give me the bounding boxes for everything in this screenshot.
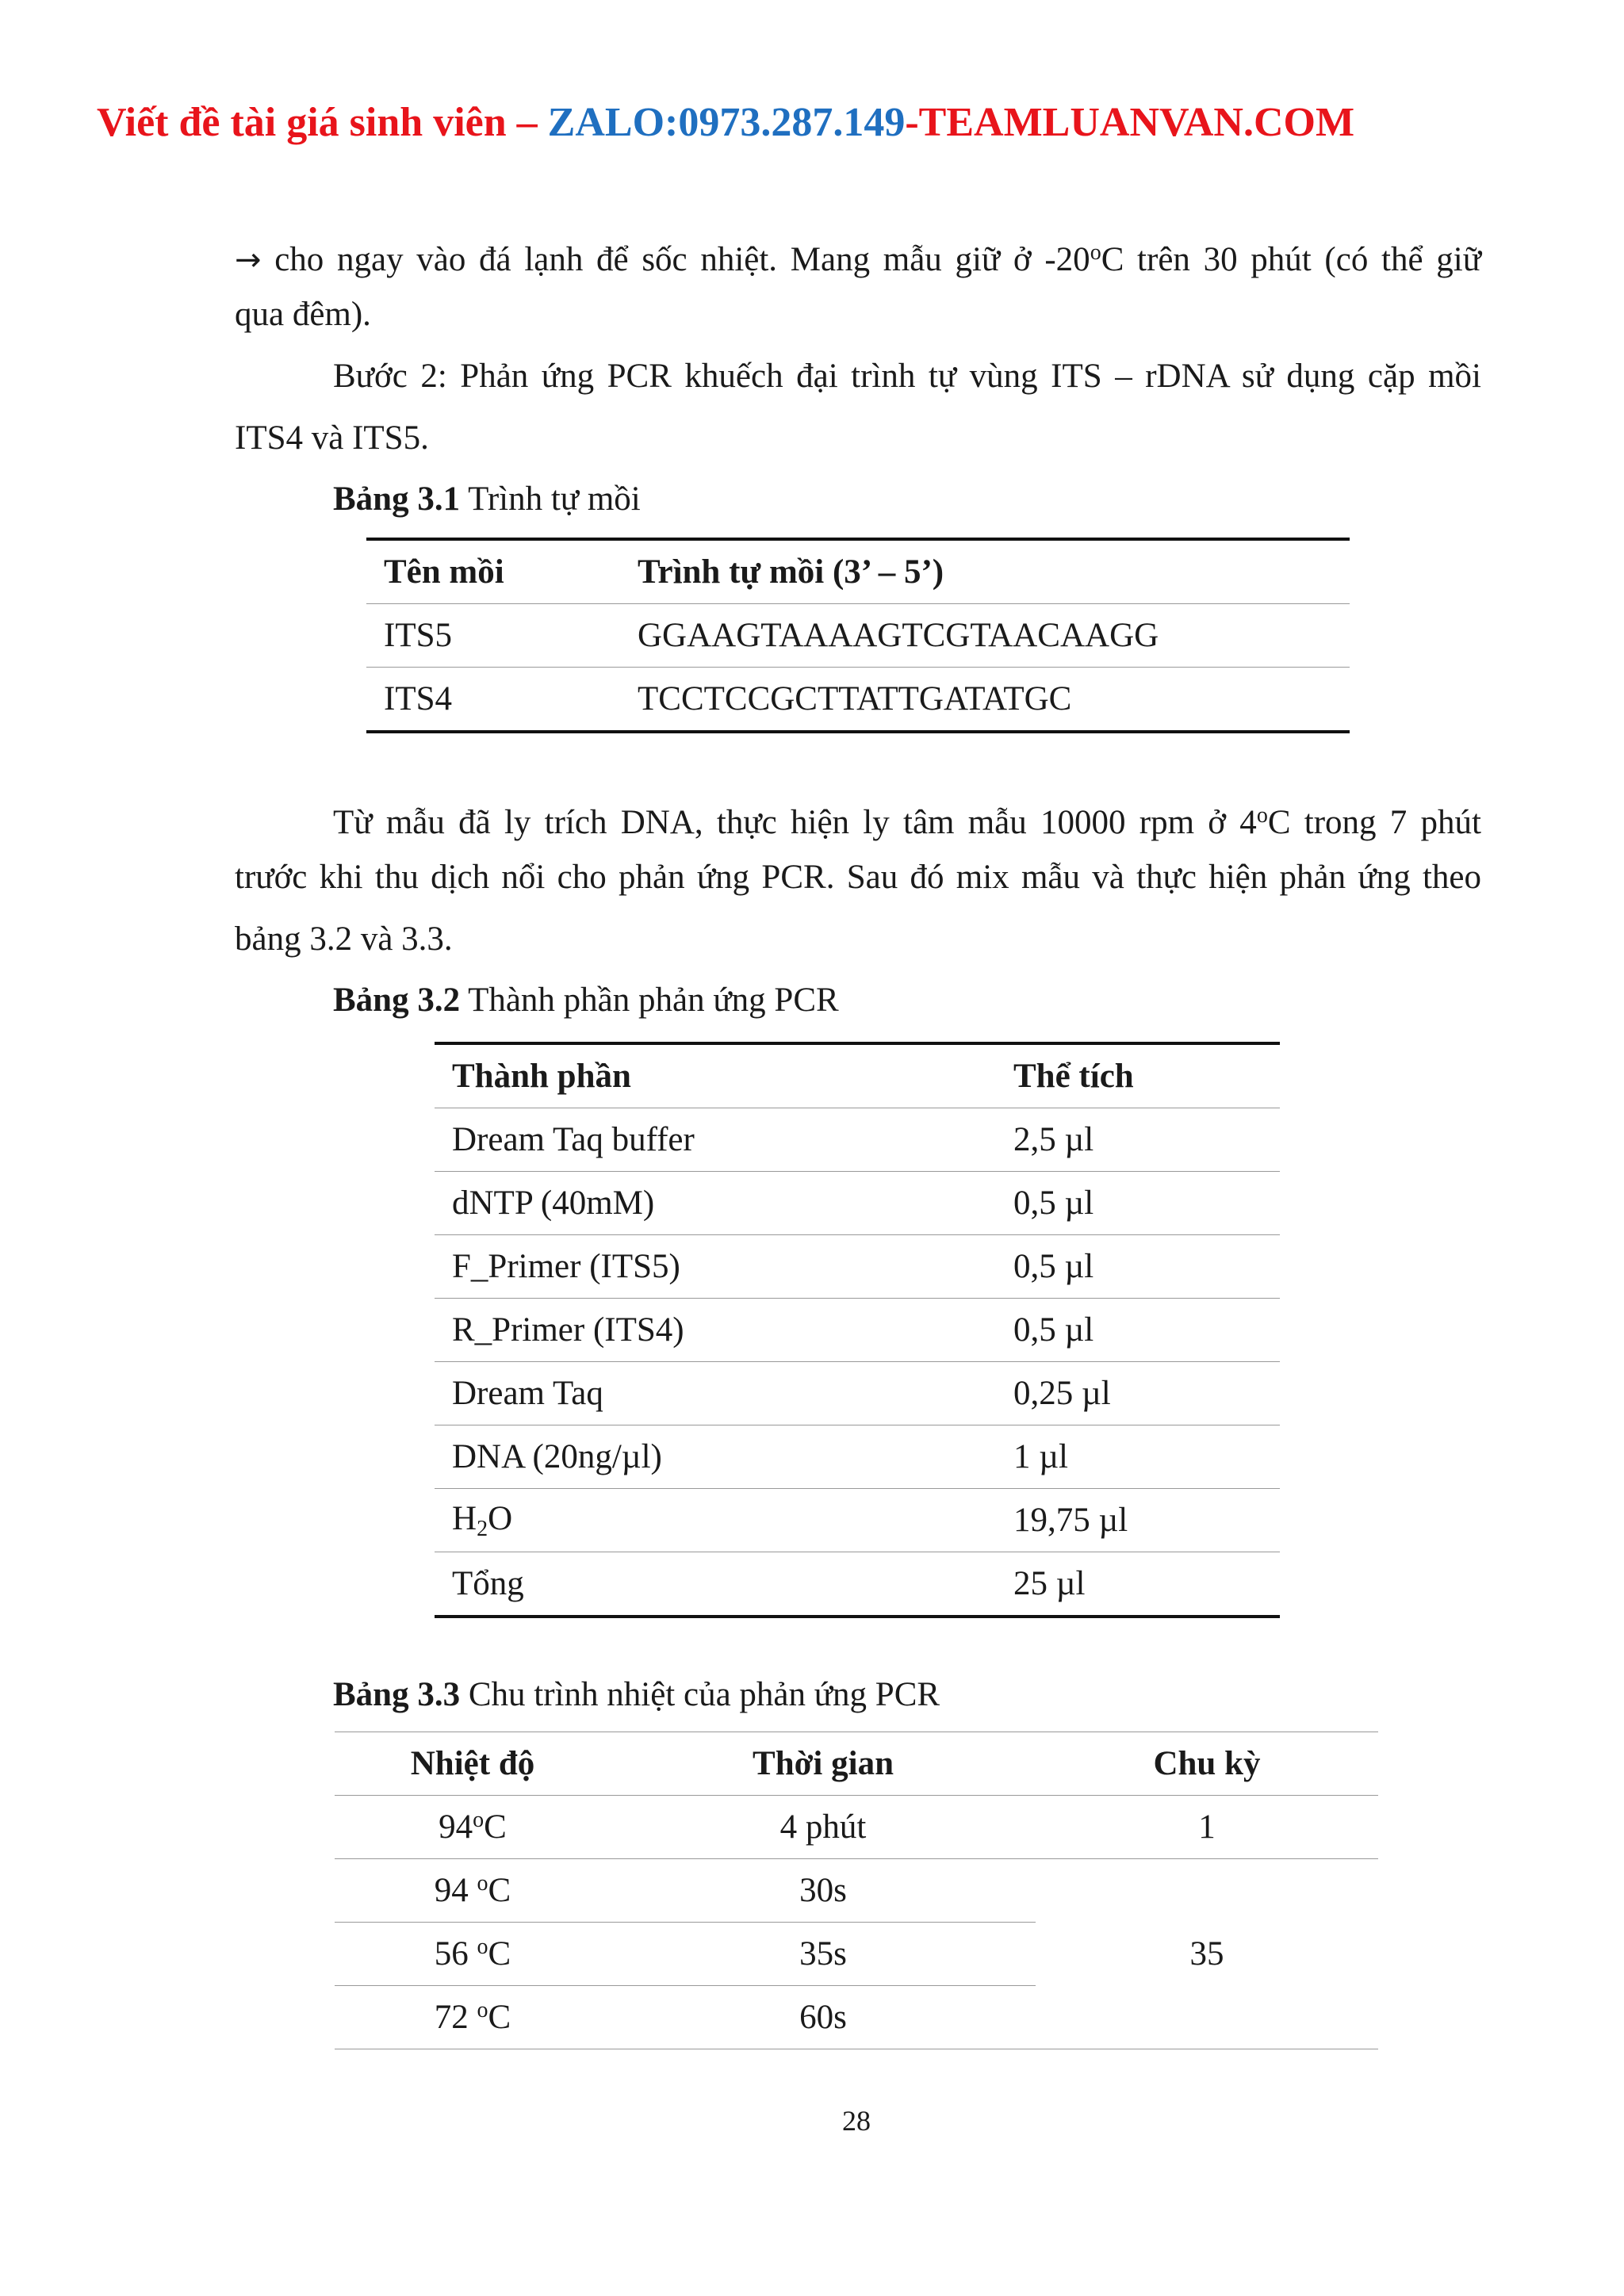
table-row [435, 1425, 1280, 1489]
degree-sup: o [477, 1871, 488, 1896]
table1-caption-label: Bảng 3.1 [333, 480, 461, 518]
degree-sup: o [1090, 240, 1101, 265]
degree-sup: o [473, 1808, 485, 1832]
component-volume: 1 µl [1013, 1425, 1280, 1489]
cycle-cell: 1 [1036, 1796, 1378, 1859]
para3-line1-a: Từ mẫu đã ly trích DNA, thực hiện ly tâm mẫu 10000 rpm ở 4 [333, 804, 1257, 841]
primer-sequence: TCCTCCGCTTATTGATATGC [638, 668, 1350, 733]
para1-line1-a: cho ngay vào đá lạnh để sốc nhiệt. Mang mẫu giữ ở -20 [261, 241, 1090, 278]
temperature-value: 94 [439, 1808, 473, 1846]
column-header: Thành phần [452, 1058, 631, 1095]
total-volume: 25 µl [1013, 1552, 1280, 1617]
component-name [435, 1489, 1013, 1552]
primer-name: ITS5 [366, 604, 638, 668]
header-dash2: - [905, 100, 919, 145]
paragraph-2 [235, 346, 1481, 469]
table-row [435, 1235, 1280, 1299]
component-volume: 2,5 µl [1013, 1108, 1280, 1172]
column-header: Thể tích [1013, 1058, 1134, 1095]
table3-caption-label: Bảng 3.3 [333, 1676, 461, 1713]
table-row [335, 1796, 1378, 1859]
table3-caption [333, 1671, 940, 1719]
temperature-value: 56 [434, 1935, 477, 1973]
header-zalo: ZALO:0973.287.149 [547, 100, 906, 145]
header-site: TEAMLUANVAN.COM [918, 100, 1355, 145]
table-row [435, 1172, 1280, 1235]
table-row [335, 1859, 1378, 1923]
cycle-cell: 35 [1036, 1859, 1378, 2049]
water-o: O [488, 1499, 513, 1537]
table1-caption [333, 476, 641, 523]
time-cell: 30s [611, 1859, 1036, 1923]
component-name: F_Primer (ITS5) [435, 1235, 1013, 1299]
temperature-unit: C [488, 1872, 511, 1909]
table1-caption-text: Trình tự mồi [460, 480, 641, 518]
primer-sequence-table [366, 538, 1350, 733]
component-name: Dream Taq [435, 1362, 1013, 1425]
degree-sup: o [477, 1934, 488, 1959]
column-header: Tên mồi [384, 553, 504, 591]
table-row [435, 1299, 1280, 1362]
temperature-value: 94 [434, 1872, 477, 1909]
temperature-cell [335, 1923, 611, 1986]
table2-caption-text: Thành phần phản ứng PCR [460, 982, 839, 1019]
watermark-header [97, 97, 1524, 149]
component-volume: 19,75 µl [1013, 1489, 1280, 1552]
temperature-cell [335, 1986, 611, 2049]
component-name: DNA (20ng/µl) [435, 1425, 1013, 1489]
temperature-cell [335, 1796, 611, 1859]
temperature-unit: C [484, 1808, 507, 1846]
table-total-row [435, 1552, 1280, 1617]
paragraph-3 [235, 785, 1481, 970]
header-dash1: – [506, 100, 548, 145]
component-volume: 0,25 µl [1013, 1362, 1280, 1425]
table-row [366, 668, 1350, 733]
component-volume: 0,5 µl [1013, 1299, 1280, 1362]
paragraph-1 [235, 222, 1481, 346]
total-label: Tổng [435, 1552, 1013, 1617]
pcr-components-table [435, 1042, 1280, 1618]
column-header: Thời gian [753, 1745, 894, 1782]
para3-line3: bảng 3.2 và 3.3. [235, 920, 453, 958]
table-header-row [366, 539, 1350, 604]
table-header-row [335, 1732, 1378, 1796]
para3-line1-b: C trong 7 phút [1267, 804, 1481, 841]
time-cell: 4 phút [611, 1796, 1036, 1859]
table-row [366, 604, 1350, 668]
water-h: H [452, 1499, 477, 1537]
degree-sup: o [1256, 803, 1268, 828]
para1-line1-b: C trên 30 phút (có thể giữ [1101, 241, 1482, 278]
table3-caption-text: Chu trình nhiệt của phản ứng PCR [460, 1676, 940, 1713]
table2-caption-label: Bảng 3.2 [333, 982, 461, 1019]
table-row [435, 1489, 1280, 1552]
temperature-value: 72 [434, 1999, 477, 2036]
degree-sup: o [477, 1998, 488, 2022]
column-header: Chu kỳ [1153, 1745, 1261, 1782]
para2-line1: Bước 2: Phản ứng PCR khuếch đại trình tự vùng ITS – rDNA sử dụng cặp mồi [333, 358, 1481, 395]
right-arrow-icon: → [235, 242, 262, 278]
time-cell: 60s [611, 1986, 1036, 2049]
primer-name: ITS4 [366, 668, 638, 733]
page-number: 28 [842, 2105, 871, 2137]
temperature-unit: C [488, 1935, 511, 1973]
water-sub: 2 [477, 1516, 488, 1541]
table2-caption [333, 977, 839, 1024]
table-row [435, 1108, 1280, 1172]
component-name: R_Primer (ITS4) [435, 1299, 1013, 1362]
column-header: Trình tự mồi (3’ – 5’) [638, 553, 944, 591]
table-row [435, 1362, 1280, 1425]
component-name: Dream Taq buffer [435, 1108, 1013, 1172]
header-part1: Viết đề tài giá sinh viên [97, 100, 507, 145]
para3-line2: trước khi thu dịch nổi cho phản ứng PCR. Sau đó mix mẫu và thực hiện phản ứng theo [235, 859, 1481, 896]
para1-line2: qua đêm). [235, 296, 371, 333]
component-name: dNTP (40mM) [435, 1172, 1013, 1235]
thermal-cycle-table [335, 1732, 1378, 2049]
column-header: Nhiệt độ [410, 1745, 535, 1782]
temperature-cell [335, 1859, 611, 1923]
component-volume: 0,5 µl [1013, 1235, 1280, 1299]
para2-line2: ITS4 và ITS5. [235, 419, 429, 457]
component-volume: 0,5 µl [1013, 1172, 1280, 1235]
primer-sequence: GGAAGTAAAAGTCGTAACAAGG [638, 604, 1350, 668]
table-header-row [435, 1043, 1280, 1108]
temperature-unit: C [488, 1999, 511, 2036]
time-cell: 35s [611, 1923, 1036, 1986]
